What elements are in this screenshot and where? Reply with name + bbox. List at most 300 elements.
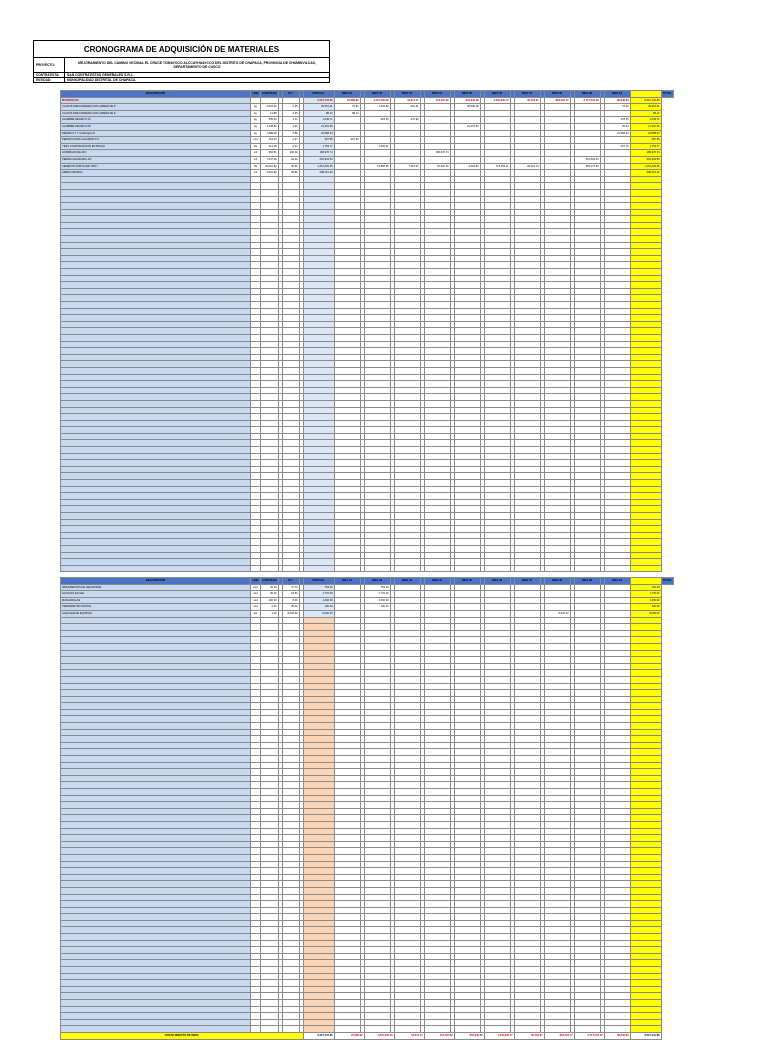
empty-cell xyxy=(424,559,450,566)
empty-cell xyxy=(484,617,510,624)
empty-cell xyxy=(364,236,390,243)
table-cell xyxy=(484,170,510,177)
empty-cell xyxy=(394,486,420,493)
empty-cell xyxy=(454,762,480,769)
empty-cell xyxy=(630,381,661,388)
empty-cell xyxy=(61,775,251,782)
empty-cell xyxy=(61,821,251,828)
table-cell: ALAMBRE NEGRO # 16 xyxy=(61,117,251,124)
empty-cell xyxy=(61,874,251,881)
empty-cell xyxy=(261,1000,279,1007)
empty-row xyxy=(61,189,674,196)
empty-cell xyxy=(334,683,360,690)
empty-cell xyxy=(544,967,570,974)
empty-cell xyxy=(544,374,570,381)
empty-cell xyxy=(574,637,600,644)
project-label: PROYECTO: xyxy=(34,58,65,73)
table-cell xyxy=(394,584,420,591)
empty-cell xyxy=(61,486,251,493)
table-cell xyxy=(514,170,540,177)
empty-cell xyxy=(604,381,630,388)
empty-cell xyxy=(282,835,299,842)
empty-cell xyxy=(544,427,570,434)
empty-cell xyxy=(574,967,600,974)
empty-cell xyxy=(484,650,510,657)
table-cell xyxy=(574,117,600,124)
empty-cell xyxy=(544,868,570,875)
empty-cell xyxy=(282,993,299,1000)
empty-cell xyxy=(282,493,299,500)
empty-cell xyxy=(630,729,661,736)
empty-cell xyxy=(484,795,510,802)
empty-cell xyxy=(604,367,630,374)
table-cell: 35,716.61 xyxy=(514,97,540,104)
empty-cell xyxy=(454,394,480,401)
empty-cell xyxy=(303,559,334,566)
empty-cell xyxy=(282,808,299,815)
table-cell: 4,622.30 xyxy=(261,104,279,111)
empty-cell xyxy=(514,848,540,855)
empty-cell xyxy=(282,742,299,749)
empty-cell xyxy=(394,387,420,394)
empty-cell xyxy=(574,539,600,546)
empty-row xyxy=(61,657,674,664)
empty-cell xyxy=(394,189,420,196)
empty-cell xyxy=(630,1013,661,1020)
empty-cell xyxy=(261,729,279,736)
empty-cell xyxy=(484,249,510,256)
empty-cell xyxy=(514,222,540,229)
table-cell xyxy=(604,150,630,157)
empty-cell xyxy=(282,1000,299,1007)
table-cell xyxy=(454,117,480,124)
empty-cell xyxy=(61,473,251,480)
empty-cell xyxy=(454,617,480,624)
empty-cell xyxy=(514,361,540,368)
empty-cell xyxy=(514,663,540,670)
empty-cell xyxy=(394,427,420,434)
empty-cell xyxy=(574,407,600,414)
column-header: MES 02 xyxy=(364,578,390,585)
column-header: MES 09 xyxy=(574,578,600,585)
empty-cell xyxy=(454,927,480,934)
empty-cell xyxy=(454,676,480,683)
empty-cell xyxy=(282,868,299,875)
empty-cell xyxy=(630,394,661,401)
empty-cell xyxy=(604,980,630,987)
footer-month-value: 652,946.36 xyxy=(454,1032,484,1039)
empty-cell xyxy=(251,835,261,842)
empty-cell xyxy=(484,947,510,954)
empty-cell xyxy=(282,249,299,256)
column-header: MES 04 xyxy=(424,578,450,585)
empty-cell xyxy=(484,887,510,894)
empty-cell xyxy=(630,480,661,487)
empty-cell xyxy=(251,209,261,216)
empty-cell xyxy=(303,986,334,993)
empty-cell xyxy=(454,901,480,908)
empty-cell xyxy=(574,473,600,480)
empty-cell xyxy=(454,209,480,216)
empty-cell xyxy=(394,499,420,506)
empty-cell xyxy=(251,703,261,710)
empty-cell xyxy=(364,802,390,809)
empty-cell xyxy=(514,196,540,203)
empty-cell xyxy=(574,617,600,624)
empty-cell xyxy=(424,328,450,335)
empty-cell xyxy=(484,848,510,855)
empty-cell xyxy=(514,967,540,974)
empty-cell xyxy=(424,387,450,394)
table-cell: 1,763.77 xyxy=(630,143,661,150)
empty-cell xyxy=(261,565,279,572)
empty-cell xyxy=(364,189,390,196)
empty-cell xyxy=(454,657,480,664)
empty-cell xyxy=(544,973,570,980)
table-cell: 291.41 xyxy=(394,104,420,111)
empty-row xyxy=(61,723,674,730)
empty-row xyxy=(61,716,674,723)
table-cell: glb xyxy=(251,610,261,617)
empty-cell xyxy=(61,934,251,941)
empty-cell xyxy=(484,762,510,769)
empty-cell xyxy=(261,341,279,348)
table-cell: 2,717,034.10 xyxy=(574,97,600,104)
empty-cell xyxy=(364,670,390,677)
empty-row xyxy=(61,1013,674,1020)
empty-cell xyxy=(630,506,661,513)
empty-cell xyxy=(364,947,390,954)
empty-cell xyxy=(514,433,540,440)
empty-cell xyxy=(484,670,510,677)
empty-cell xyxy=(454,381,480,388)
empty-cell xyxy=(604,196,630,203)
empty-row xyxy=(61,427,674,434)
empty-cell xyxy=(261,795,279,802)
empty-cell xyxy=(261,400,279,407)
empty-cell xyxy=(261,196,279,203)
empty-cell xyxy=(484,624,510,631)
empty-cell xyxy=(334,466,360,473)
empty-cell xyxy=(544,295,570,302)
empty-cell xyxy=(424,881,450,888)
empty-cell xyxy=(574,381,600,388)
empty-cell xyxy=(282,545,299,552)
empty-cell xyxy=(334,1006,360,1013)
empty-cell xyxy=(394,927,420,934)
empty-cell xyxy=(604,427,630,434)
empty-cell xyxy=(261,440,279,447)
table-cell xyxy=(484,597,510,604)
table-cell xyxy=(454,170,480,177)
empty-cell xyxy=(514,513,540,520)
empty-cell xyxy=(61,499,251,506)
empty-cell xyxy=(251,288,261,295)
empty-cell xyxy=(630,617,661,624)
table-cell xyxy=(364,137,390,144)
empty-cell xyxy=(514,815,540,822)
table-cell xyxy=(364,123,390,130)
table-cell: 190.00 xyxy=(630,604,661,611)
empty-cell xyxy=(394,559,420,566)
empty-cell xyxy=(574,887,600,894)
table-cell: 29,351.61 xyxy=(303,104,334,111)
empty-cell xyxy=(303,328,334,335)
empty-cell xyxy=(364,229,390,236)
empty-cell xyxy=(484,960,510,967)
entity-label: ENTIDAD: xyxy=(34,78,65,83)
empty-cell xyxy=(514,907,540,914)
empty-cell xyxy=(364,460,390,467)
empty-cell xyxy=(484,209,510,216)
empty-cell xyxy=(454,348,480,355)
empty-cell xyxy=(544,617,570,624)
empty-cell xyxy=(604,321,630,328)
empty-cell xyxy=(604,308,630,315)
empty-cell xyxy=(364,407,390,414)
empty-cell xyxy=(574,835,600,842)
empty-cell xyxy=(261,381,279,388)
empty-cell xyxy=(364,269,390,276)
empty-cell xyxy=(514,696,540,703)
empty-cell xyxy=(544,742,570,749)
empty-cell xyxy=(604,499,630,506)
empty-cell xyxy=(394,815,420,822)
empty-cell xyxy=(454,249,480,256)
empty-cell xyxy=(484,176,510,183)
empty-cell xyxy=(424,670,450,677)
empty-cell xyxy=(251,709,261,716)
empty-cell xyxy=(394,624,420,631)
empty-cell xyxy=(251,881,261,888)
empty-cell xyxy=(61,513,251,520)
empty-cell xyxy=(514,789,540,796)
empty-cell xyxy=(282,473,299,480)
empty-cell xyxy=(261,367,279,374)
table-cell: 661,504.53 xyxy=(303,156,334,163)
empty-cell xyxy=(261,630,279,637)
table-cell: 180,976.74 xyxy=(630,150,661,157)
empty-cell xyxy=(604,920,630,927)
empty-cell xyxy=(394,315,420,322)
empty-cell xyxy=(514,466,540,473)
empty-cell xyxy=(364,545,390,552)
empty-cell xyxy=(334,914,360,921)
table-cell xyxy=(484,156,510,163)
empty-cell xyxy=(251,249,261,256)
empty-cell xyxy=(544,789,570,796)
empty-cell xyxy=(574,348,600,355)
empty-cell xyxy=(334,795,360,802)
empty-cell xyxy=(303,756,334,763)
empty-cell xyxy=(454,506,480,513)
empty-cell xyxy=(61,282,251,289)
empty-cell xyxy=(61,782,251,789)
empty-cell xyxy=(282,703,299,710)
empty-cell xyxy=(261,683,279,690)
table-cell: YESO CONSTRUCCION EN BOLSA xyxy=(61,143,251,150)
table-cell: 9,527,131.86 xyxy=(630,97,661,104)
empty-cell xyxy=(261,1019,279,1026)
empty-cell xyxy=(454,663,480,670)
table-cell xyxy=(514,143,540,150)
empty-cell xyxy=(604,736,630,743)
empty-cell xyxy=(251,934,261,941)
empty-cell xyxy=(282,690,299,697)
empty-cell xyxy=(364,559,390,566)
empty-cell xyxy=(334,545,360,552)
table-cell xyxy=(454,150,480,157)
empty-cell xyxy=(424,499,450,506)
empty-row xyxy=(61,321,674,328)
empty-cell xyxy=(251,1006,261,1013)
empty-cell xyxy=(630,808,661,815)
empty-cell xyxy=(574,723,600,730)
empty-cell xyxy=(364,328,390,335)
empty-row xyxy=(61,927,674,934)
table-cell: und xyxy=(251,584,261,591)
empty-cell xyxy=(61,881,251,888)
column-header: MES 10 xyxy=(604,91,630,98)
empty-cell xyxy=(364,341,390,348)
empty-cell xyxy=(544,394,570,401)
empty-cell xyxy=(544,203,570,210)
empty-cell xyxy=(261,835,279,842)
empty-cell xyxy=(282,663,299,670)
table-cell: 180,976.74 xyxy=(303,150,334,157)
empty-cell xyxy=(334,447,360,454)
empty-cell xyxy=(251,808,261,815)
empty-cell xyxy=(61,617,251,624)
empty-row xyxy=(61,729,674,736)
empty-cell xyxy=(574,782,600,789)
empty-cell xyxy=(514,901,540,908)
empty-cell xyxy=(251,302,261,309)
empty-cell xyxy=(61,559,251,566)
empty-cell xyxy=(454,545,480,552)
empty-cell xyxy=(261,216,279,223)
empty-cell xyxy=(282,447,299,454)
empty-cell xyxy=(544,189,570,196)
empty-cell xyxy=(574,821,600,828)
column-header: MES 01 xyxy=(334,578,360,585)
column-header: MES 03 xyxy=(394,578,420,585)
empty-cell xyxy=(604,1026,630,1033)
empty-cell xyxy=(394,440,420,447)
empty-cell xyxy=(454,920,480,927)
empty-cell xyxy=(424,519,450,526)
empty-row xyxy=(61,262,674,269)
empty-row xyxy=(61,275,674,282)
empty-cell xyxy=(630,361,661,368)
empty-cell xyxy=(424,209,450,216)
empty-cell xyxy=(334,216,360,223)
empty-cell xyxy=(282,841,299,848)
empty-cell xyxy=(454,874,480,881)
table-cell: 4,602.60 xyxy=(454,163,480,170)
empty-cell xyxy=(454,480,480,487)
table-cell: m3 xyxy=(251,170,261,177)
table-cell: 8.24 xyxy=(282,143,299,150)
empty-cell xyxy=(514,341,540,348)
empty-cell xyxy=(261,427,279,434)
empty-cell xyxy=(303,742,334,749)
empty-cell xyxy=(303,749,334,756)
empty-row xyxy=(61,841,674,848)
empty-cell xyxy=(604,249,630,256)
entity-value: MUNICIPALIDAD DISTRITAL DE CHAPACA xyxy=(65,78,330,83)
empty-cell xyxy=(364,986,390,993)
empty-cell xyxy=(484,854,510,861)
empty-cell xyxy=(364,295,390,302)
column-header: MES 06 xyxy=(484,91,510,98)
column-header: MES 05 xyxy=(454,91,480,98)
empty-cell xyxy=(424,367,450,374)
empty-cell xyxy=(61,189,251,196)
table-cell: 8,000.00 xyxy=(282,610,299,617)
table-cell: 397.56 xyxy=(334,137,360,144)
empty-cell xyxy=(630,775,661,782)
empty-cell xyxy=(303,552,334,559)
empty-cell xyxy=(364,427,390,434)
empty-cell xyxy=(282,953,299,960)
empty-cell xyxy=(514,637,540,644)
empty-cell xyxy=(574,630,600,637)
empty-cell xyxy=(630,513,661,520)
empty-cell xyxy=(282,400,299,407)
empty-cell xyxy=(544,775,570,782)
empty-cell xyxy=(424,643,450,650)
empty-cell xyxy=(424,901,450,908)
empty-cell xyxy=(303,433,334,440)
empty-cell xyxy=(364,953,390,960)
empty-cell xyxy=(364,835,390,842)
empty-cell xyxy=(424,473,450,480)
empty-cell xyxy=(424,176,450,183)
table-cell xyxy=(574,591,600,598)
empty-cell xyxy=(334,835,360,842)
empty-cell xyxy=(282,269,299,276)
empty-cell xyxy=(574,683,600,690)
empty-cell xyxy=(251,967,261,974)
table-cell: m3 xyxy=(251,150,261,157)
empty-cell xyxy=(544,934,570,941)
empty-cell xyxy=(303,762,334,769)
empty-cell xyxy=(282,934,299,941)
empty-cell xyxy=(604,222,630,229)
empty-cell xyxy=(514,676,540,683)
empty-cell xyxy=(61,275,251,282)
empty-cell xyxy=(394,947,420,954)
empty-cell xyxy=(334,249,360,256)
table-cell: 22,558.34 xyxy=(604,130,630,137)
empty-cell xyxy=(61,967,251,974)
empty-row xyxy=(61,1000,674,1007)
empty-cell xyxy=(630,782,661,789)
empty-cell xyxy=(61,696,251,703)
empty-cell xyxy=(424,690,450,697)
empty-row xyxy=(61,348,674,355)
table-cell xyxy=(484,143,510,150)
empty-cell xyxy=(544,236,570,243)
empty-cell xyxy=(454,539,480,546)
table-cell xyxy=(454,137,480,144)
empty-cell xyxy=(364,769,390,776)
table-cell: 97,689.92 xyxy=(334,97,360,104)
column-header: MES 08 xyxy=(544,91,570,98)
empty-cell xyxy=(424,229,450,236)
table-cell: 2.86 xyxy=(282,130,299,137)
